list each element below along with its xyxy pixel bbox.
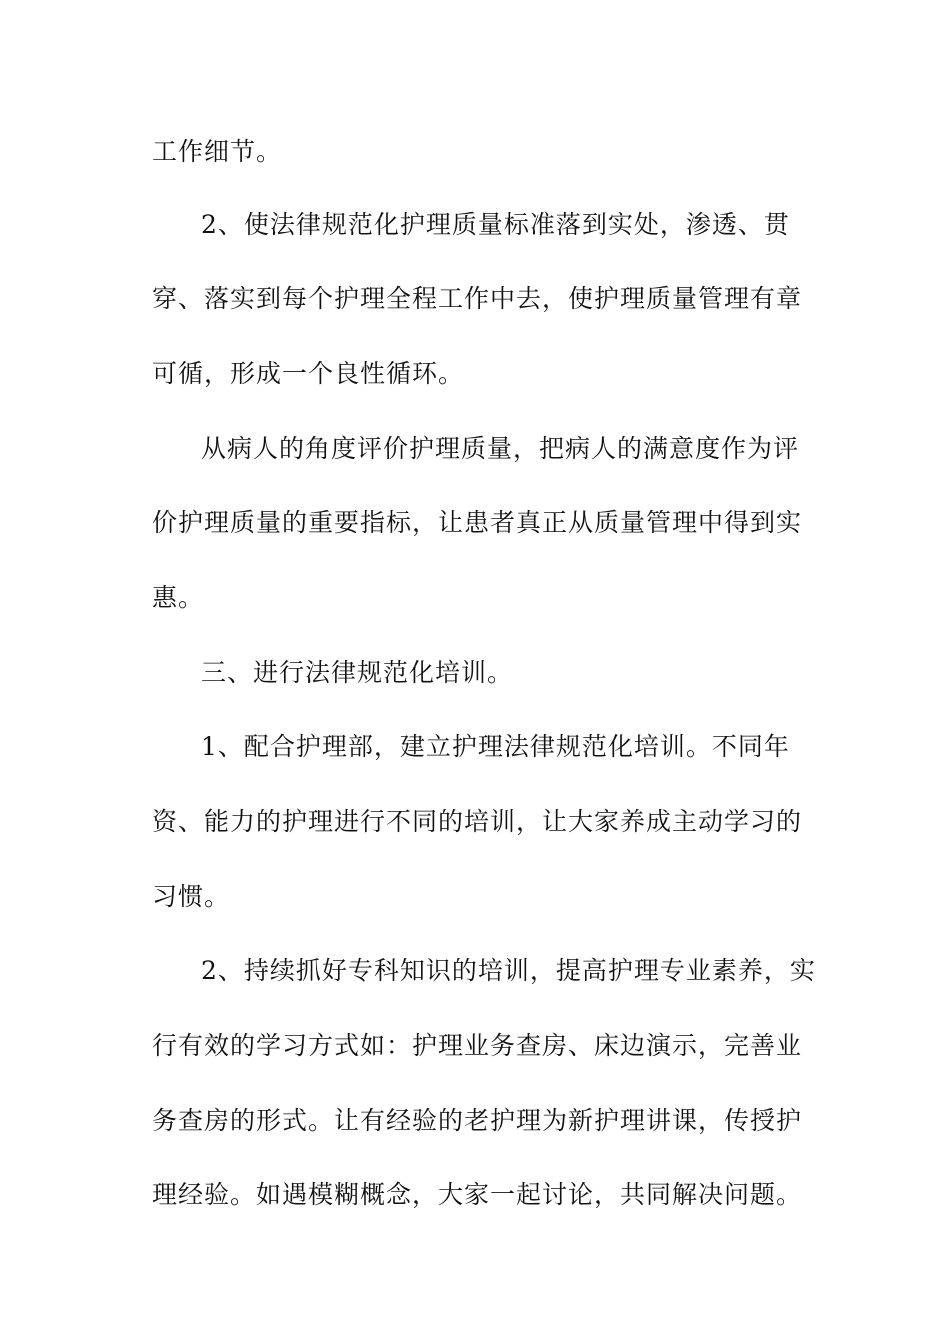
text-line: 1、配合护理部，建立护理法律规范化培训。不同年: [201, 732, 790, 761]
text-line: 资、能力的护理进行不同的培训，让大家养成主动学习的: [152, 807, 803, 836]
text-line: 可循，形成一个良性循环。: [152, 359, 465, 388]
text-line: 2、使法律规范化护理质量标准落到实处，渗透、贯: [201, 210, 790, 239]
text-line: 工作细节。: [152, 137, 283, 166]
text-line: 从病人的角度评价护理质量，把病人的满意度作为评: [201, 434, 800, 463]
text-line: 2、持续抓好专科知识的培训，提高护理专业素养，实: [201, 956, 816, 985]
text-line: 务查房的形式。让有经验的老护理为新护理讲课，传授护: [152, 1106, 803, 1135]
text-line: 惠。: [152, 583, 205, 612]
text-line: 穿、落实到每个护理全程工作中去，使护理质量管理有章: [152, 284, 803, 313]
text-line: 习惯。: [152, 882, 231, 911]
text-line: 理经验。如遇模糊概念，大家一起讨论，共同解决问题。: [152, 1180, 803, 1209]
section-heading: 三、进行法律规范化培训。: [201, 658, 514, 687]
text-line: 行有效的学习方式如：护理业务查房、床边演示，完善业: [152, 1031, 803, 1060]
text-line: 价护理质量的重要指标，让患者真正从质量管理中得到实: [152, 508, 803, 537]
